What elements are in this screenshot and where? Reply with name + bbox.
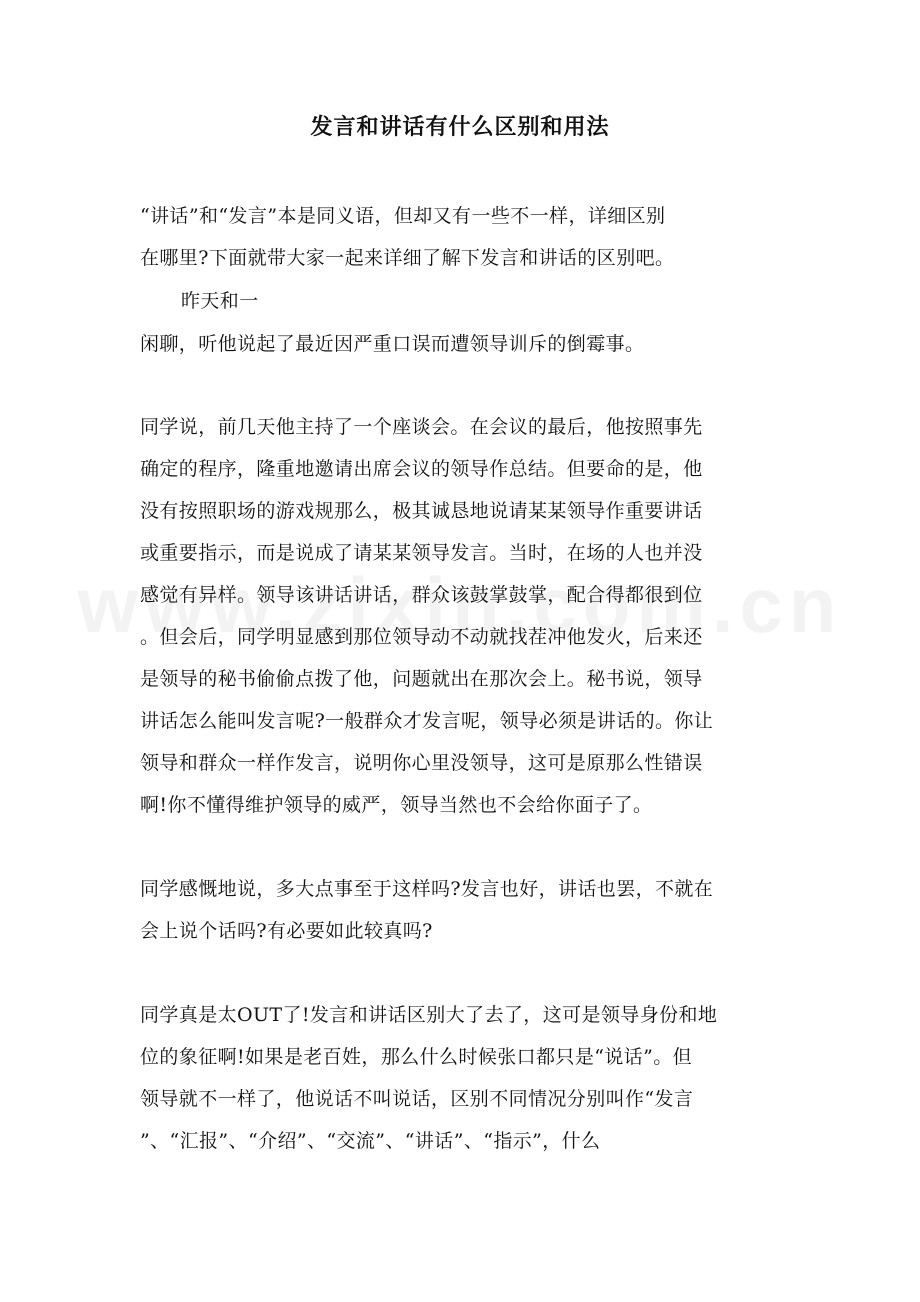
paragraph-line: 会上说个话吗?有必要如此较真吗? bbox=[140, 920, 433, 942]
paragraph-line: 昨天和一 bbox=[181, 290, 259, 312]
paragraph-line: 位的象征啊!如果是老百姓，那么什么时候张口都只是“说话”。但 bbox=[140, 1046, 693, 1068]
paragraph-line: 确定的程序，隆重地邀请出席会议的领导作总结。但要命的是，他 bbox=[140, 458, 703, 480]
paragraph-line: 啊!你不懂得维护领导的威严，领导当然也不会给你面子了。 bbox=[140, 794, 653, 816]
paragraph-line: 。但会后，同学明显感到那位领导动不动就找茬冲他发火，后来还 bbox=[140, 626, 703, 648]
paragraph-line: 或重要指示，而是说成了请某某领导发言。当时，在场的人也并没 bbox=[140, 542, 703, 564]
paragraph-line: 没有按照职场的游戏规那么，极其诚恳地说请某某领导作重要讲话 bbox=[140, 500, 703, 522]
paragraph-line: 感觉有异样。领导该讲话讲话，群众该鼓掌鼓掌，配合得都很到位 bbox=[140, 584, 703, 606]
paragraph-line: 领导和群众一样作发言，说明你心里没领导，这可是原那么性错误 bbox=[140, 752, 703, 774]
paragraph-line: 在哪里?下面就带大家一起来详细了解下发言和讲话的区别吧。 bbox=[140, 247, 675, 269]
paragraph-line: 同学说，前几天他主持了一个座谈会。在会议的最后，他按照事先 bbox=[140, 416, 703, 438]
paragraph-line: “讲话”和“发言”本是同义语，但却又有一些不一样，详细区别 bbox=[140, 205, 666, 227]
paragraph-line: ”、“汇报”、“介绍”、“交流”、“讲话”、“指示”，什么 bbox=[140, 1130, 601, 1152]
paragraph-line: 讲话怎么能叫发言呢?一般群众才发言呢，领导必须是讲话的。你让 bbox=[140, 710, 714, 732]
paragraph-line: 是领导的秘书偷偷点拨了他，问题就出在那次会上。秘书说，领导 bbox=[140, 668, 703, 690]
paragraph-line: 同学感慨地说，多大点事至于这样吗?发言也好，讲话也罢，不就在 bbox=[140, 878, 714, 900]
paragraph-line: 同学真是太OUT了!发言和讲话区别大了去了，这可是领导身份和地 bbox=[140, 1004, 718, 1026]
paragraph-line: 闲聊，听他说起了最近因严重口误而遭领导训斥的倒霉事。 bbox=[140, 333, 645, 355]
paragraph-line: 领导就不一样了，他说话不叫说话，区别不同情况分别叫作“发言 bbox=[140, 1088, 694, 1110]
document-title: 发言和讲话有什么区别和用法 bbox=[310, 114, 610, 140]
